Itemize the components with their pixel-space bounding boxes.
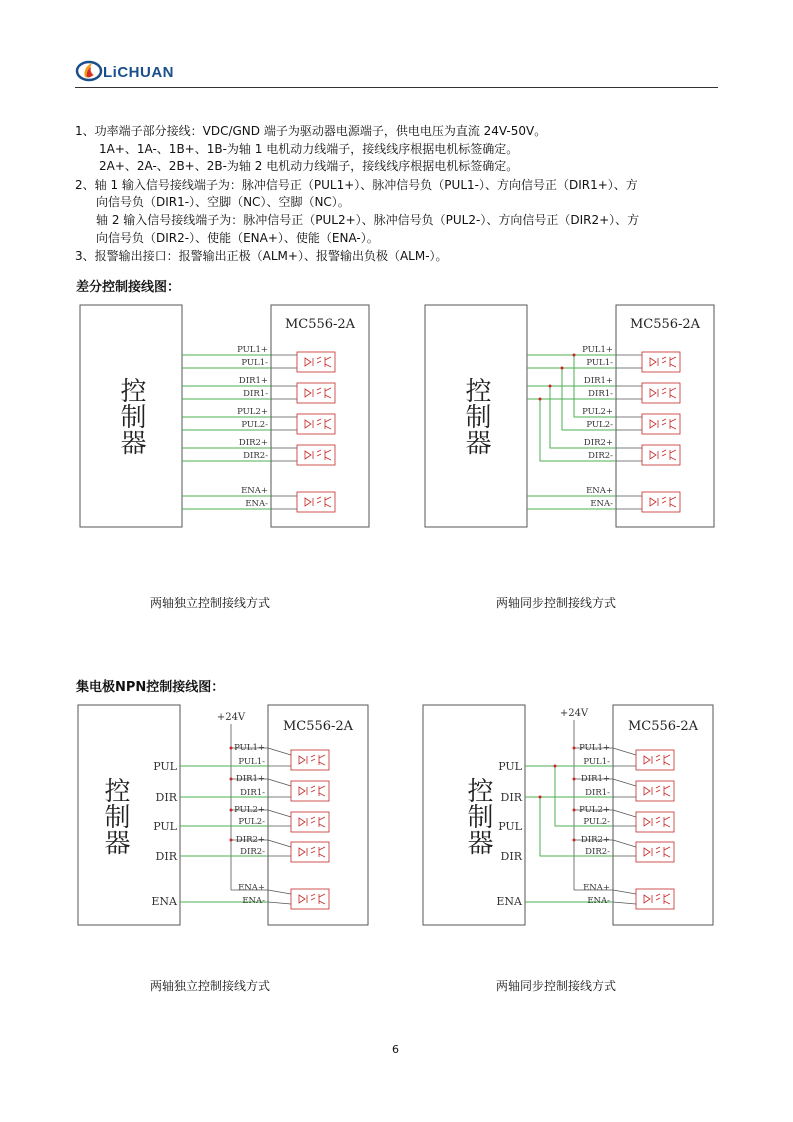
caption-npn-synchronous: 两轴同步控制接线方式	[496, 979, 617, 993]
signal-label: DIR2+	[583, 438, 613, 448]
signal-label: DIR2+	[580, 835, 610, 845]
signal-label: DIR2-	[243, 451, 268, 461]
controller-label: 控制器	[463, 777, 493, 855]
signal-label: PUL1+	[237, 345, 268, 355]
paragraph-alarm-output: 3、报警输出接口：报警输出正极（ALM+）、报警输出负极（ALM-）。	[75, 249, 448, 263]
signal-label: PUL1+	[582, 345, 613, 355]
signal-label: PUL1+	[234, 743, 265, 753]
port-label: ENA	[151, 895, 177, 908]
driver-model-label: MC556-2A	[284, 317, 356, 332]
supply-voltage-label: +24V	[559, 708, 589, 719]
signal-label: DIR1+	[583, 376, 613, 386]
port-label: ENA	[496, 895, 522, 908]
port-label: DIR	[500, 850, 522, 863]
signal-label: ENA+	[241, 486, 268, 496]
signal-label: DIR2+	[235, 835, 265, 845]
driver-model-label: MC556-2A	[282, 719, 354, 734]
signal-wires	[180, 766, 268, 902]
port-label: DIR	[155, 791, 177, 804]
signal-wires	[525, 766, 613, 902]
page-number: 6	[392, 1043, 399, 1056]
signal-label: DIR2-	[588, 451, 613, 461]
paragraph-axis2-inputs: 轴 2 输入信号接线端子为：脉冲信号正（PUL2+）、脉冲信号负（PUL2-）、方向信号正（DIR2+）、方	[96, 213, 640, 227]
signal-label: PUL1-	[238, 757, 265, 767]
header-divider	[75, 87, 718, 88]
paragraph-axis2-inputs-cont: 向信号负（DIR2-）、使能（ENA+）、使能（ENA-）。	[96, 231, 379, 245]
optocouplers	[297, 352, 335, 512]
section-heading-differential: 差分控制接线图：	[76, 280, 181, 295]
signal-label: PUL2-	[238, 817, 265, 827]
port-label: DIR	[500, 791, 522, 804]
signal-label: PUL2-	[586, 420, 613, 430]
paragraph-axis1-inputs: 2、轴 1 输入信号接线端子为：脉冲信号正（PUL1+）、脉冲信号负（PUL1-）、方向信号正（DIR1+）、方	[75, 178, 638, 192]
signal-label: PUL1-	[586, 358, 613, 368]
signal-label: ENA+	[238, 883, 265, 893]
signal-label: PUL1+	[579, 743, 610, 753]
signal-label: PUL1-	[583, 757, 610, 767]
signal-label: DIR2-	[585, 847, 610, 857]
caption-differential-independent: 两轴独立控制接线方式	[150, 596, 271, 610]
diagram-differential-independent	[75, 300, 375, 530]
port-label: PUL	[498, 760, 522, 773]
port-label: PUL	[153, 760, 177, 773]
signal-label: PUL2+	[234, 805, 265, 815]
signal-label: PUL2-	[583, 817, 610, 827]
driver-internal-wires	[268, 748, 291, 904]
paragraph-axis2-motor: 2A+、2A-、2B+、2B-为轴 2 电机动力线端子，接线线序根据电机标签确定。	[99, 159, 519, 173]
signal-label: DIR1-	[588, 389, 613, 399]
signal-label: PUL2+	[237, 407, 268, 417]
port-label: PUL	[153, 820, 177, 833]
paragraph-axis1-motor: 1A+、1A-、1B+、1B-为轴 1 电机动力线端子，接线线序根据电机标签确定。	[99, 142, 519, 156]
driver-model-label: MC556-2A	[629, 317, 701, 332]
signal-label: DIR1+	[238, 376, 268, 386]
paragraph-power-terminals: 1、功率端子部分接线：VDC/GND 端子为驱动器电源端子，供电电压为直流 24V-50V。	[75, 124, 547, 138]
signal-label: ENA+	[583, 883, 610, 893]
optocouplers	[642, 352, 680, 512]
section-heading-npn: 集电极NPN控制接线图：	[76, 680, 225, 695]
signal-label: DIR2+	[238, 438, 268, 448]
junction-dots	[539, 354, 576, 401]
controller-label: 控制器	[116, 377, 146, 455]
port-label: DIR	[155, 850, 177, 863]
signal-label: PUL2+	[582, 407, 613, 417]
diagram-npn-independent	[75, 700, 375, 930]
driver-model-label: MC556-2A	[627, 719, 699, 734]
signal-label: DIR1-	[585, 788, 610, 798]
signal-label: PUL1-	[241, 358, 268, 368]
driver-internal-wires	[613, 748, 636, 904]
port-label: PUL	[498, 820, 522, 833]
junction-dots	[539, 747, 576, 842]
optocouplers	[636, 750, 674, 909]
signal-label: ENA-	[245, 499, 268, 509]
signal-label: DIR1+	[235, 774, 265, 784]
signal-label: DIR1+	[580, 774, 610, 784]
signal-label: ENA-	[242, 896, 265, 906]
signal-label: DIR1-	[243, 389, 268, 399]
company-logo	[75, 57, 185, 89]
controller-label: 控制器	[461, 377, 491, 455]
signal-label: PUL2+	[579, 805, 610, 815]
signal-label: ENA-	[590, 499, 613, 509]
signal-label: ENA-	[587, 896, 610, 906]
paragraph-axis1-inputs-cont: 向信号负（DIR1-）、空脚（NC）、空脚（NC）。	[96, 195, 350, 209]
diagram-npn-synchronous	[420, 700, 720, 930]
signal-label: PUL2-	[241, 420, 268, 430]
signal-label: DIR2-	[240, 847, 265, 857]
diagram-differential-synchronous	[420, 300, 720, 530]
signal-label: DIR1-	[240, 788, 265, 798]
driver-internal-wires	[271, 355, 297, 509]
driver-internal-wires	[616, 355, 642, 509]
caption-differential-synchronous: 两轴同步控制接线方式	[496, 596, 617, 610]
caption-npn-independent: 两轴独立控制接线方式	[150, 979, 271, 993]
brand-name: LiCHUAN	[103, 64, 174, 81]
supply-voltage-label: +24V	[216, 712, 246, 723]
signal-label: ENA+	[586, 486, 613, 496]
optocouplers	[291, 750, 329, 909]
controller-label: 控制器	[100, 777, 130, 855]
